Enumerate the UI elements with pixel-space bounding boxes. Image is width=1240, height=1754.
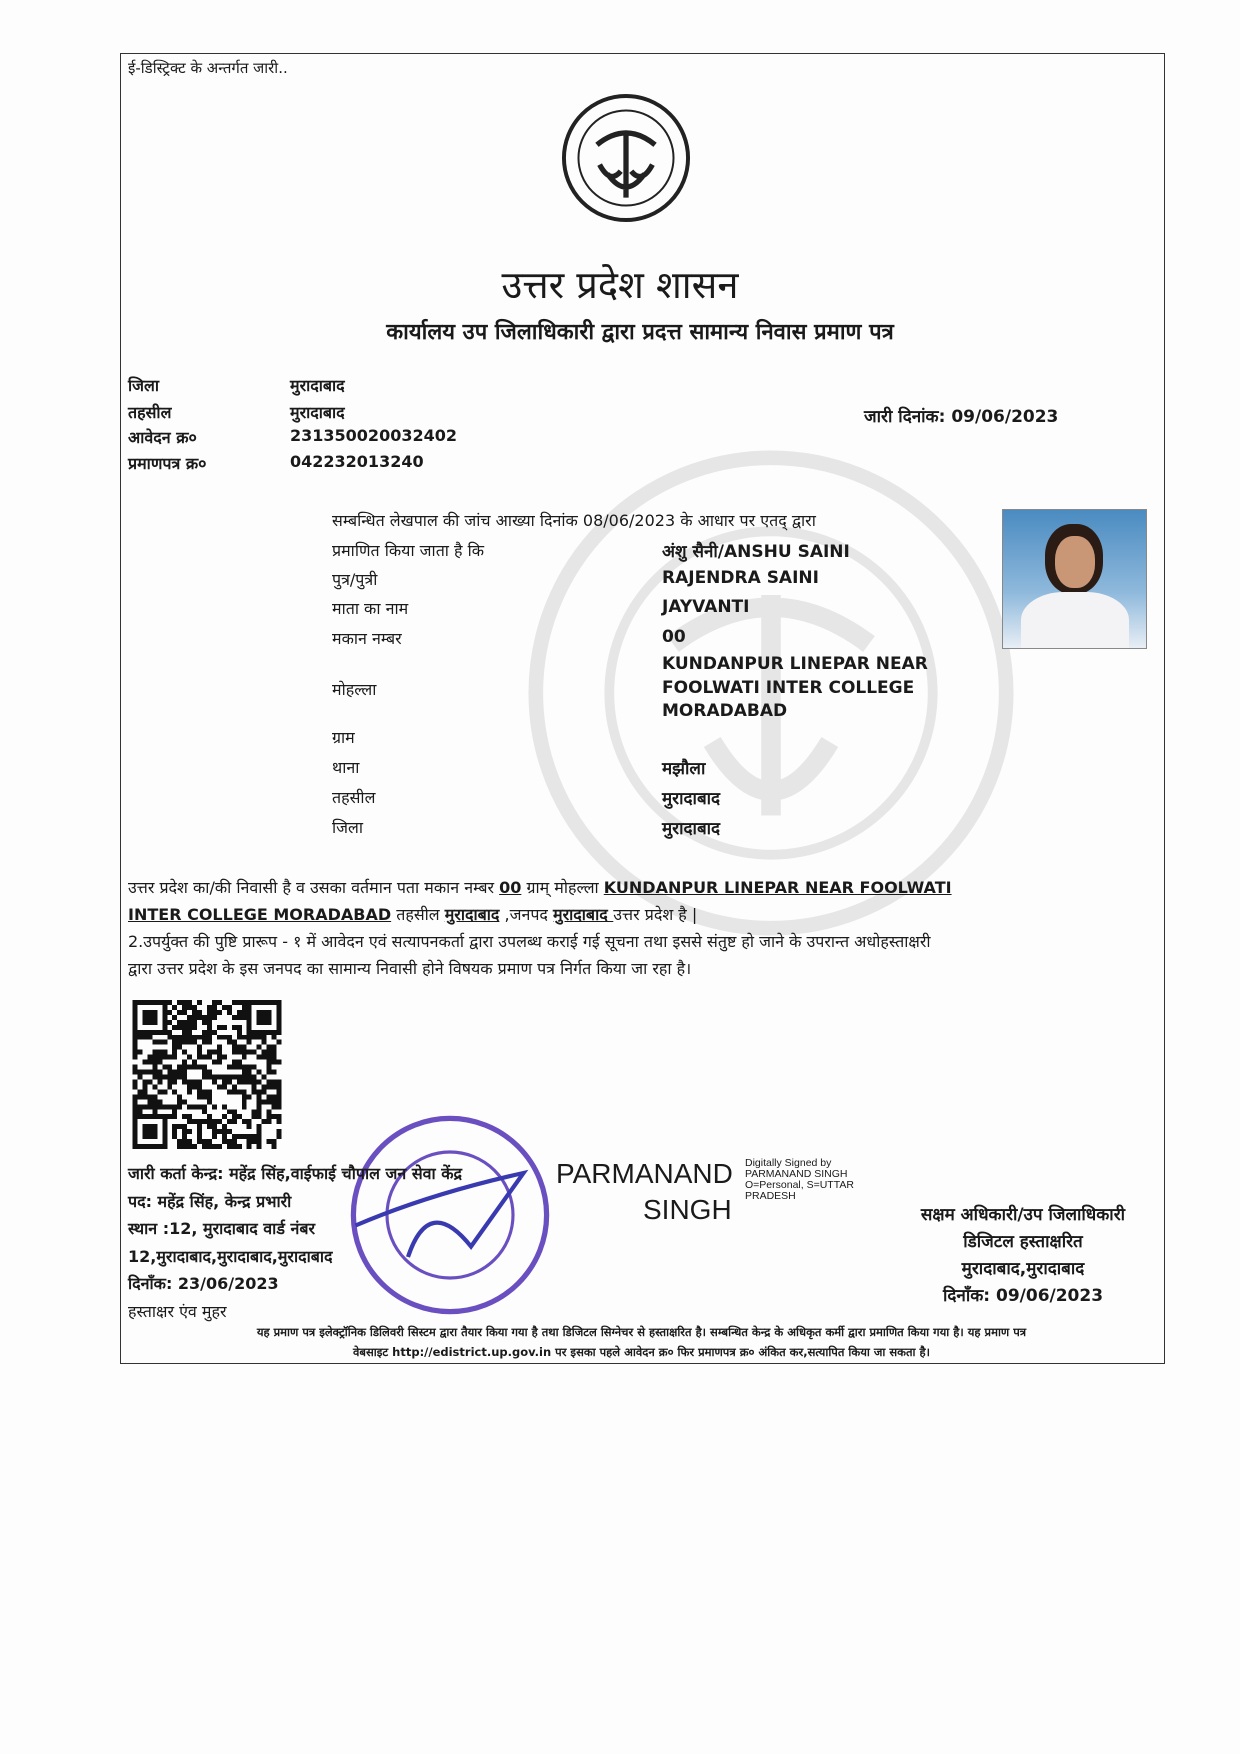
para-text: उत्तर प्रदेश का/की निवासी है व उसका वर्तमान पता मकान नम्बर — [128, 878, 500, 897]
issuer-place: स्थान :12, मुरादाबाद वार्ड नंबर — [128, 1219, 316, 1238]
footer-line: यह प्रमाण पत्र इलेक्ट्रॉनिक डिलिवरी सिस्टम द्वारा तैयार किया गया है तथा डिजिटल सिग्नेचर से हस्ताक्षरित है। सम्बन्धित केन्द्र के अधिकृत कर्मी द्वारा प्रमाणित किया गया है। यह प्रमाण पत्र — [256, 1325, 1027, 1339]
para-text: ग्राम् मोहल्ला — [521, 878, 604, 897]
meta-label: आवेदन क्र० — [128, 428, 197, 447]
meta-value: मुरादाबाद — [290, 403, 345, 422]
field-label: तहसील — [332, 788, 376, 807]
field-label: थाना — [332, 758, 360, 777]
sign-detail: Digitally Signed by — [745, 1157, 832, 1169]
holder-name: अंशु सैनी/ANSHU SAINI — [662, 542, 850, 562]
mohalla-line: MORADABAD — [662, 701, 788, 721]
authority-place: मुरादाबाद,मुरादाबाद — [961, 1259, 1085, 1279]
issuer-center: जारी कर्ता केन्द्र: महेंद्र सिंह,वाईफाई चौपाल जन सेवा केंद्र — [128, 1164, 463, 1183]
header-note: ई-डिस्ट्रिक्ट के अन्तर्गत जारी.. — [128, 59, 288, 77]
para-text: उत्तर प्रदेश है | — [613, 905, 698, 924]
certificate-title: उत्तर प्रदेश शासन — [501, 263, 739, 307]
meta-label: जिला — [128, 376, 160, 395]
mohalla-line: KUNDANPUR LINEPAR NEAR — [662, 654, 928, 674]
residence-paragraph — [128, 874, 952, 982]
para-text: ,जनपद — [499, 905, 554, 924]
authority-sign: डिजिटल हस्ताक्षरित — [963, 1232, 1083, 1252]
father-name: RAJENDRA SAINI — [662, 568, 819, 588]
district-value: मुरादाबाद — [662, 819, 721, 839]
house-number: 00 — [662, 627, 686, 647]
field-label: माता का नाम — [332, 599, 409, 618]
meta-label: प्रमाणपत्र क्र० — [128, 454, 207, 473]
digital-sign-details — [745, 1158, 854, 1202]
field-label: प्रमाणित किया जाता है कि — [332, 541, 485, 560]
issuer-post: पद: महेंद्र सिंह, केन्द्र प्रभारी — [128, 1191, 292, 1211]
issuer-block — [128, 1160, 462, 1325]
para-tehsil: मुरादाबाद — [444, 905, 500, 924]
sign-detail: PARMANAND SINGH — [745, 1168, 848, 1180]
para-house: 00 — [499, 878, 522, 897]
certificate-number: 042232013240 — [290, 452, 424, 471]
issuer-date: दिनाँक: 23/06/2023 — [128, 1274, 279, 1293]
para-text: तहसील — [391, 905, 445, 924]
authority-date: दिनाँक: 09/06/2023 — [942, 1286, 1104, 1306]
mohalla-line: FOOLWATI INTER COLLEGE — [662, 678, 915, 698]
mother-name: JAYVANTI — [662, 597, 750, 617]
digital-signer-name: PARMANAND — [556, 1158, 733, 1189]
sign-detail: PRADESH — [745, 1190, 796, 1202]
footer-note — [120, 1322, 1163, 1362]
certificate-subtitle: कार्यालय उप जिलाधिकारी द्वारा प्रदत्त सामान्य निवास प्रमाण पत्र — [386, 320, 894, 345]
footer-line: वेबसाइट http://edistrict.up.gov.in पर इसका पहले आवेदन क्र० फिर प्रमाणपत्र क्र० अंकित कर,सत्यापित किया जा सकता है। — [353, 1345, 930, 1359]
para-text: द्वारा उत्तर प्रदेश के इस जनपद का सामान्य निवासी होने विषयक प्रमाण पत्र निर्गत किया जा रहा है। — [128, 959, 692, 978]
thana-value: मझौला — [662, 759, 706, 779]
qr-code-icon — [132, 1000, 282, 1149]
meta-label: तहसील — [128, 403, 172, 422]
field-label: जिला — [332, 818, 364, 837]
field-label: ग्राम — [332, 728, 355, 747]
meta-value: मुरादाबाद — [290, 376, 345, 395]
sign-detail: O=Personal, S=UTTAR — [745, 1179, 854, 1191]
field-label: पुत्र/पुत्री — [332, 570, 378, 589]
intro-text: सम्बन्धित लेखपाल की जांच आख्या दिनांक 08/06/2023 के आधार पर एतद् द्वारा — [332, 511, 816, 530]
issue-date: जारी दिनांक: 09/06/2023 — [864, 407, 1059, 427]
authority-title: सक्षम अधिकारी/उप जिलाधिकारी — [920, 1205, 1126, 1225]
field-label: मकान नम्बर — [332, 629, 402, 648]
up-government-emblem-icon — [560, 92, 692, 224]
authority-block — [873, 1202, 1173, 1310]
digital-signer-name: SINGH — [643, 1194, 732, 1225]
application-number: 231350020032402 — [290, 426, 457, 445]
applicant-photo — [1002, 509, 1147, 649]
tehsil-value: मुरादाबाद — [662, 789, 721, 809]
para-text: 2.उपर्युक्त की पुष्टि प्रारूप - १ में आवेदन एवं सत्यापनकर्ता द्वारा उपलब्ध कराई गई सूचना तथा इससे संतुष्ट हो जाने के उपरान्त अधोहस्ताक्षरी — [128, 932, 931, 951]
issuer-sign-label: हस्ताक्षर एंव मुहर — [128, 1301, 227, 1321]
para-mohalla: INTER COLLEGE MORADABAD — [128, 905, 392, 924]
para-janpad: मुरादाबाद — [553, 905, 614, 924]
para-mohalla: KUNDANPUR LINEPAR NEAR FOOLWATI — [603, 878, 952, 897]
issuer-place: 12,मुरादाबाद,मुरादाबाद,मुरादाबाद — [128, 1246, 333, 1266]
field-label: मोहल्ला — [332, 680, 377, 699]
